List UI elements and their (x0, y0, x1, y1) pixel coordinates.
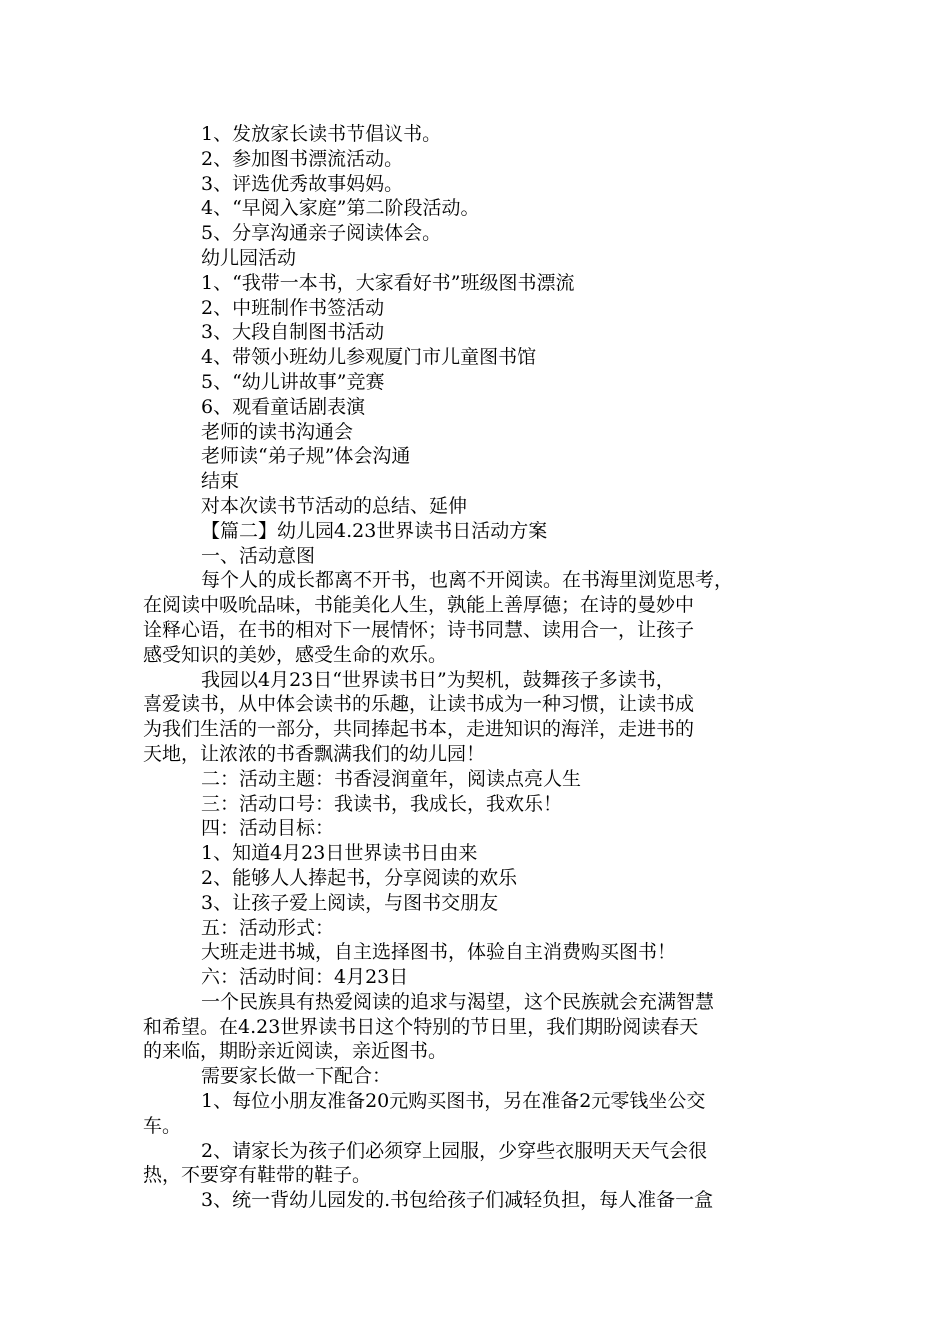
text-line: 大班走进书城，自主选择图书，体验自主消费购买图书！ (201, 941, 677, 964)
text-line: 幼儿园活动 (201, 246, 297, 269)
text-line: 六：活动时间：4月23日 (201, 966, 409, 989)
text-line: 3、让孩子爱上阅读，与图书交朋友 (201, 891, 499, 914)
text-line: 一个民族具有热爱阅读的追求与渴望，这个民族就会充满智慧 (201, 990, 715, 1013)
text-line: 三：活动口号：我读书，我成长，我欢乐！ (201, 792, 563, 815)
text-line: 2、请家长为孩子们必须穿上园服，少穿些衣服明天天气会很 (201, 1139, 708, 1162)
text-line: 一、活动意图 (201, 544, 316, 567)
text-line: 诠释心语，在书的相对下一展情怀；诗书同慧、读用合一，让孩子 (143, 618, 695, 641)
text-line: 6、观看童话剧表演 (201, 395, 366, 418)
text-line: 感受知识的美妙，感受生命的欢乐。 (143, 643, 448, 666)
text-line: 2、参加图书漂流活动。 (201, 147, 404, 170)
text-line: 车。 (143, 1114, 182, 1137)
text-line: 4、“早阅入家庭”第二阶段活动。 (201, 197, 480, 220)
text-line: 2、中班制作书签活动 (201, 296, 385, 319)
text-line: 1、“我带一本书，大家看好书”班级图书漂流 (201, 271, 575, 294)
text-line: 每个人的成长都离不开书，也离不开阅读。在书海里浏览思考， (201, 569, 734, 592)
text-line: 1、发放家长读书节倡议书。 (201, 123, 442, 145)
text-line: 我园以4月23日“世界读书日”为契机，鼓舞孩子多读书， (201, 668, 675, 691)
text-line: 1、每位小朋友准备20元购买图书，另在准备2元零钱坐公交 (201, 1090, 706, 1113)
text-line: 需要家长做一下配合： (201, 1065, 392, 1088)
text-line: 老师的读书沟通会 (201, 420, 354, 443)
text-line: 为我们生活的一部分，共同捧起书本，走进知识的海洋，走进书的 (143, 718, 695, 741)
text-line: 对本次读书节活动的总结、延伸 (201, 494, 468, 517)
text-line: 老师读“弟子规”体会沟通 (201, 445, 411, 468)
text-line: 和希望。在4.23世界读书日这个特别的节日里，我们期盼阅读春天 (143, 1015, 699, 1038)
text-line: 喜爱读书，从中体会读书的乐趣，让读书成为一种习惯，让读书成 (143, 693, 695, 716)
text-line: 在阅读中吸吮品味，书能美化人生，孰能上善厚德；在诗的曼妙中 (143, 594, 695, 617)
text-line: 2、能够人人捧起书，分享阅读的欢乐 (201, 866, 518, 889)
text-line: 3、大段自制图书活动 (201, 321, 385, 344)
text-line: 五：活动形式： (201, 916, 335, 939)
text-line: 的来临，期盼亲近阅读，亲近图书。 (143, 1040, 448, 1063)
text-line: 1、知道4月23日世界读书日由来 (201, 842, 478, 865)
text-line: 5、分享沟通亲子阅读体会。 (201, 222, 442, 245)
text-line: 3、评选优秀故事妈妈。 (201, 172, 404, 195)
text-line: 四：活动目标： (201, 817, 335, 840)
text-line: 4、带领小班幼儿参观厦门市儿童图书馆 (201, 346, 537, 369)
text-line: 【篇二】幼儿园4.23世界读书日活动方案 (201, 519, 548, 542)
text-line: 5、“幼儿讲故事”竞赛 (201, 370, 385, 393)
text-line: 结束 (201, 470, 240, 493)
text-line: 3、统一背幼儿园发的.书包给孩子们减轻负担，每人准备一盒 (201, 1189, 714, 1212)
document-body (143, 122, 813, 1213)
text-line: 热，不要穿有鞋带的鞋子。 (143, 1164, 372, 1187)
text-line: 二：活动主题：书香浸润童年，阅读点亮人生 (201, 767, 582, 790)
text-line: 天地，让浓浓的书香飘满我们的幼儿园！ (143, 742, 486, 765)
